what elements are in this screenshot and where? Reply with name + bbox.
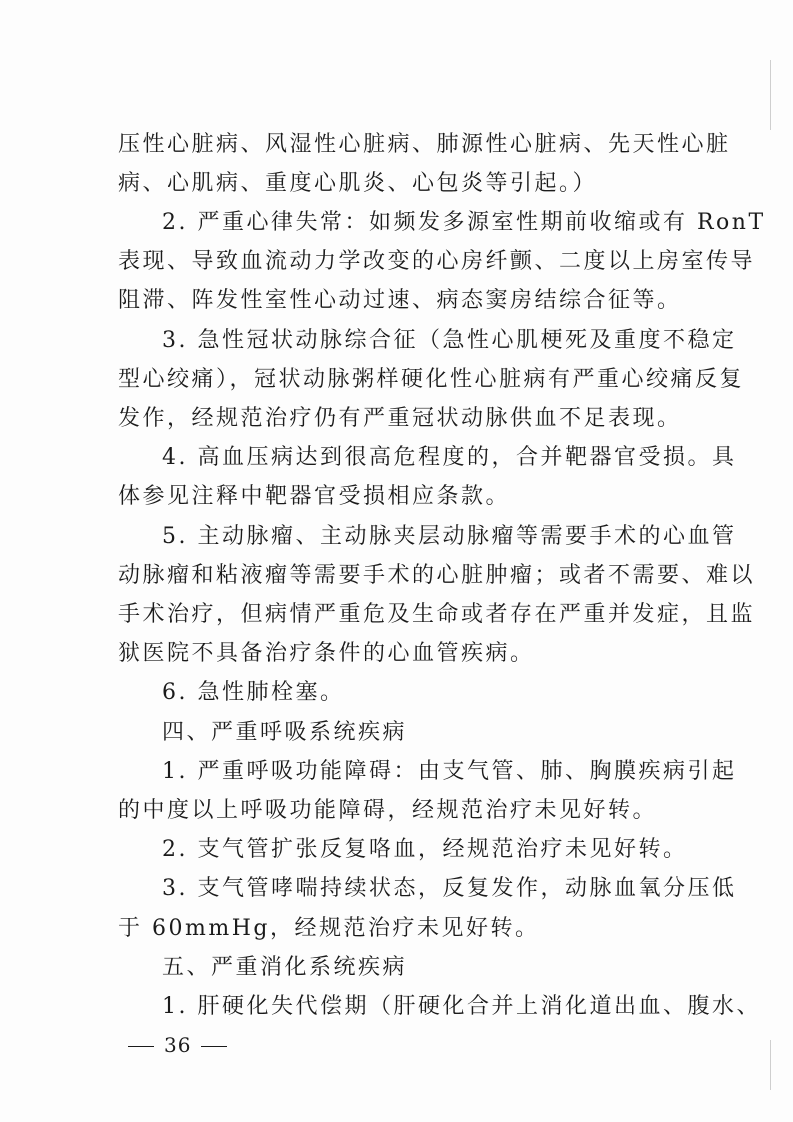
scan-edge-mark <box>770 60 771 130</box>
page-number: 36 <box>164 1033 192 1057</box>
text-line: 手术治疗，但病情严重危及生命或者存在严重并发症，且监 <box>118 602 756 627</box>
text-line: 狱医院不具备治疗条件的心血管疾病。 <box>118 641 535 666</box>
page-footer <box>118 1030 237 1060</box>
text-line: 发作，经规范治疗仍有严重冠状动脉供血不足表现。 <box>118 406 682 431</box>
scan-edge-mark <box>770 1040 771 1090</box>
section-heading: 五、严重消化系统疾病 <box>162 955 408 980</box>
text-line: 体参见注释中靶器官受损相应条款。 <box>118 484 511 509</box>
footer-dash-left <box>128 1046 154 1047</box>
text-line: 的中度以上呼吸功能障碍，经规范治疗未见好转。 <box>118 798 658 823</box>
text-line: 2. 严重心律失常：如频发多源室性期前收缩或有 RonT <box>162 210 766 235</box>
text-line: 2. 支气管扩张反复咯血，经规范治疗未见好转。 <box>162 837 688 862</box>
text-line: 1. 严重呼吸功能障碍：由支气管、肺、胸膜疾病引起 <box>162 759 737 784</box>
text-line: 表现、导致血流动力学改变的心房纤颤、二度以上房室传导 <box>118 249 756 274</box>
text-line: 6. 急性肺栓塞。 <box>162 680 345 705</box>
footer-dash-right <box>201 1046 227 1047</box>
text-line: 型心绞痛），冠状动脉粥样硬化性心脏病有严重心绞痛反复 <box>118 367 745 392</box>
text-line: 压性心脏病、风湿性心脏病、肺源性心脏病、先天性心脏 <box>118 132 731 157</box>
section-heading: 四、严重呼吸系统疾病 <box>162 720 408 745</box>
text-line: 于 60mmHg，经规范治疗未见好转。 <box>118 916 540 941</box>
text-line: 1. 肝硬化失代偿期（肝硬化合并上消化道出血、腹水、 <box>162 994 761 1019</box>
text-line: 5. 主动脉瘤、主动脉夹层动脉瘤等需要手术的心血管 <box>162 524 737 549</box>
text-line: 病、心肌病、重度心肌炎、心包炎等引起。） <box>118 171 598 196</box>
text-line: 4. 高血压病达到很高危程度的，合并靶器官受损。具 <box>162 445 737 470</box>
text-line: 动脉瘤和粘液瘤等需要手术的心脏肿瘤；或者不需要、难以 <box>118 563 756 588</box>
text-line: 3. 急性冠状动脉综合征（急性心肌梗死及重度不稳定 <box>162 328 737 353</box>
text-line: 3. 支气管哮喘持续状态，反复发作，动脉血氧分压低 <box>162 876 737 901</box>
text-line: 阻滞、阵发性室性心动过速、病态窦房结综合征等。 <box>118 288 682 313</box>
